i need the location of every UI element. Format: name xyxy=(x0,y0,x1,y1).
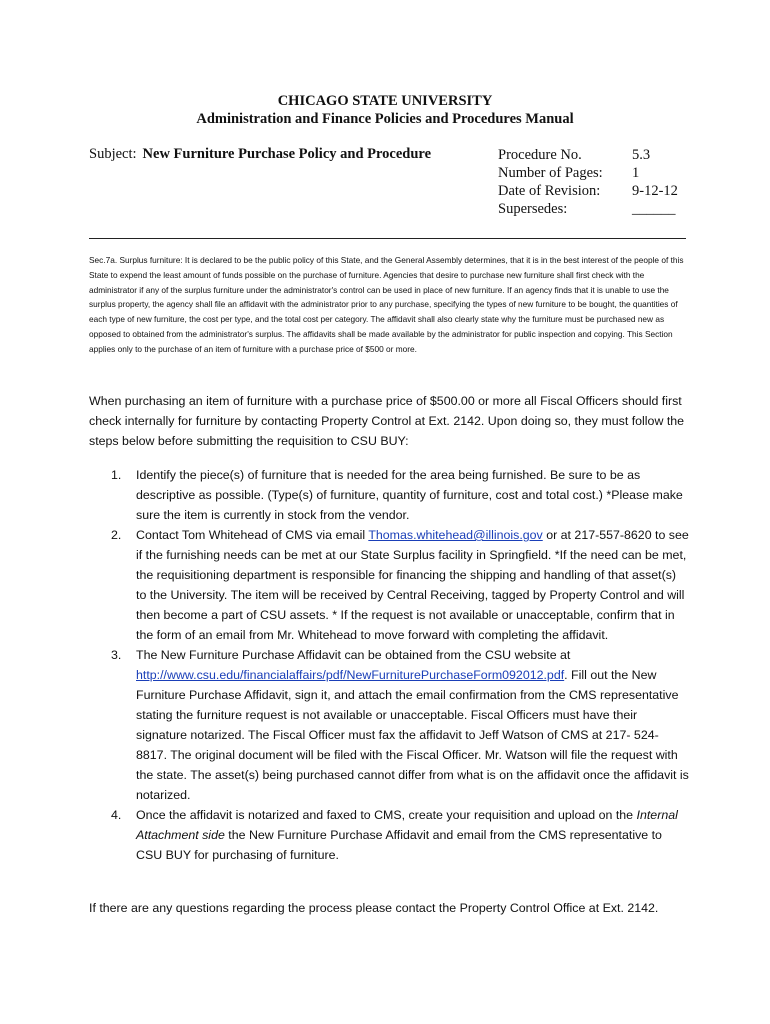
step-item xyxy=(89,805,689,865)
step-text-pre: Once the affidavit is notarized and faxed to CMS, create your requisition and upload on the xyxy=(136,808,637,822)
procedure-meta xyxy=(498,146,678,218)
step-text-pre: Contact Tom Whitehead of CMS via email xyxy=(136,528,369,542)
intro-paragraph: When purchasing an item of furniture with a purchase price of $500.00 or more all Fiscal Officers should first check internally for furniture by contacting Property Control at Ext. 2142. Upon doing so, they must follow the steps below before submitting the requisition to CSU BUY: xyxy=(89,394,685,448)
step-item xyxy=(89,465,689,525)
step-item xyxy=(89,525,689,645)
closing-paragraph: If there are any questions regarding the process please contact the Property Control Office at Ext. 2142. xyxy=(89,901,659,915)
procedure-steps xyxy=(89,465,689,865)
meta-number-of-pages xyxy=(498,164,678,182)
step-text-pre: The New Furniture Purchase Affidavit can be obtained from the CSU website at xyxy=(136,648,571,662)
subject-title: New Furniture Purchase Policy and Procedure xyxy=(142,146,432,162)
subject-label: Subject: xyxy=(89,146,137,162)
statute-paragraph: Sec.7a. Surplus furniture: It is declared to be the public policy of this State, and the General Assembly determines, that it is in the best interest of the people of this State to expend the least amount of funds possible on the purchase of furniture. Agencies that desire to purchase new furniture shall first check with the administrator if any of the surplus furniture under the administrator's control can be used in place of new furniture. If an agency finds that it is unable to use the surplus property, the agency shall file an affidavit with the administrator prior to any purchase, specifying the types of new furniture to be bought, the quantities of each type of new furniture, the cost per type, and the total cost per category. The affidavit shall also clearly state why the furniture must be purchased new as opposed to obtained from the administrator's surplus. The affidavits shall be made available by the administrator for public inspection and copying. This Section applies only to the purchase of an item of furniture with a purchase price of $500 or more. xyxy=(89,255,684,354)
email-link[interactable]: Thomas.whitehead@illinois.gov xyxy=(368,528,543,542)
header-divider xyxy=(89,238,686,239)
meta-supersedes xyxy=(498,200,678,218)
meta-value: 1 xyxy=(632,165,640,181)
step-number: 4. xyxy=(111,808,122,822)
step-text-post: the New Furniture Purchase Affidavit and email from the CMS representative to CSU BUY for purchasing of furniture. xyxy=(136,828,662,862)
meta-value: 9-12-12 xyxy=(632,183,678,199)
step-number: 3. xyxy=(111,648,122,662)
meta-value: ______ xyxy=(632,201,676,217)
meta-label: Procedure No. xyxy=(498,147,582,163)
step-number: 2. xyxy=(111,528,122,542)
affidavit-form-link[interactable]: http://www.csu.edu/financialaffairs/pdf/NewFurniturePurchaseForm092012.pdf xyxy=(136,668,565,682)
meta-label: Number of Pages: xyxy=(498,165,603,181)
step-text: Identify the piece(s) of furniture that is needed for the area being furnished. Be sure to be as descriptive as possible. (Type(s) of furniture, quantity of furniture, cost and total cost.) *Please make sure the item is currently in stock from the vendor. xyxy=(136,468,683,522)
step-text-post: . Fill out the New Furniture Purchase Affidavit, sign it, and attach the email confirmation from the CMS representative stating the furniture request is not available or unacceptable. Fiscal Officers must have their signature notarized. The Fiscal Officer must fax the affidavit to Jeff Watson of CMS at 217- 524-8817. The original document will be filed with the Fiscal Officer. Mr. Watson will file the request with the state. The asset(s) being purchased cannot differ from what is on the affidavit once the affidavit is notarized. xyxy=(136,668,689,802)
meta-procedure-no xyxy=(498,146,678,164)
manual-title: Administration and Finance Policies and Procedures Manual xyxy=(196,111,574,127)
meta-date-of-revision xyxy=(498,182,678,200)
step-emphasis: Internal Attachment side xyxy=(136,808,678,842)
university-name: CHICAGO STATE UNIVERSITY xyxy=(277,93,493,109)
step-number: 1. xyxy=(111,468,122,482)
step-item xyxy=(89,645,689,805)
step-text-post: or at 217-557-8620 to see if the furnishing needs can be met at our State Surplus facility in Springfield. *If the need can be met, the requisitioning department is responsible for financing the shipping and handling of that asset(s) to the University. The item will be received by Central Receiving, tagged by Property Control and will then become a part of CSU assets. * If the request is not available or unacceptable, confirm that in the form of an email from Mr. Whitehead to move forward with completing the affidavit. xyxy=(136,528,689,642)
meta-label: Date of Revision: xyxy=(498,183,601,199)
meta-value: 5.3 xyxy=(632,147,651,163)
meta-label: Supersedes: xyxy=(498,201,568,217)
subject-line xyxy=(89,146,431,163)
